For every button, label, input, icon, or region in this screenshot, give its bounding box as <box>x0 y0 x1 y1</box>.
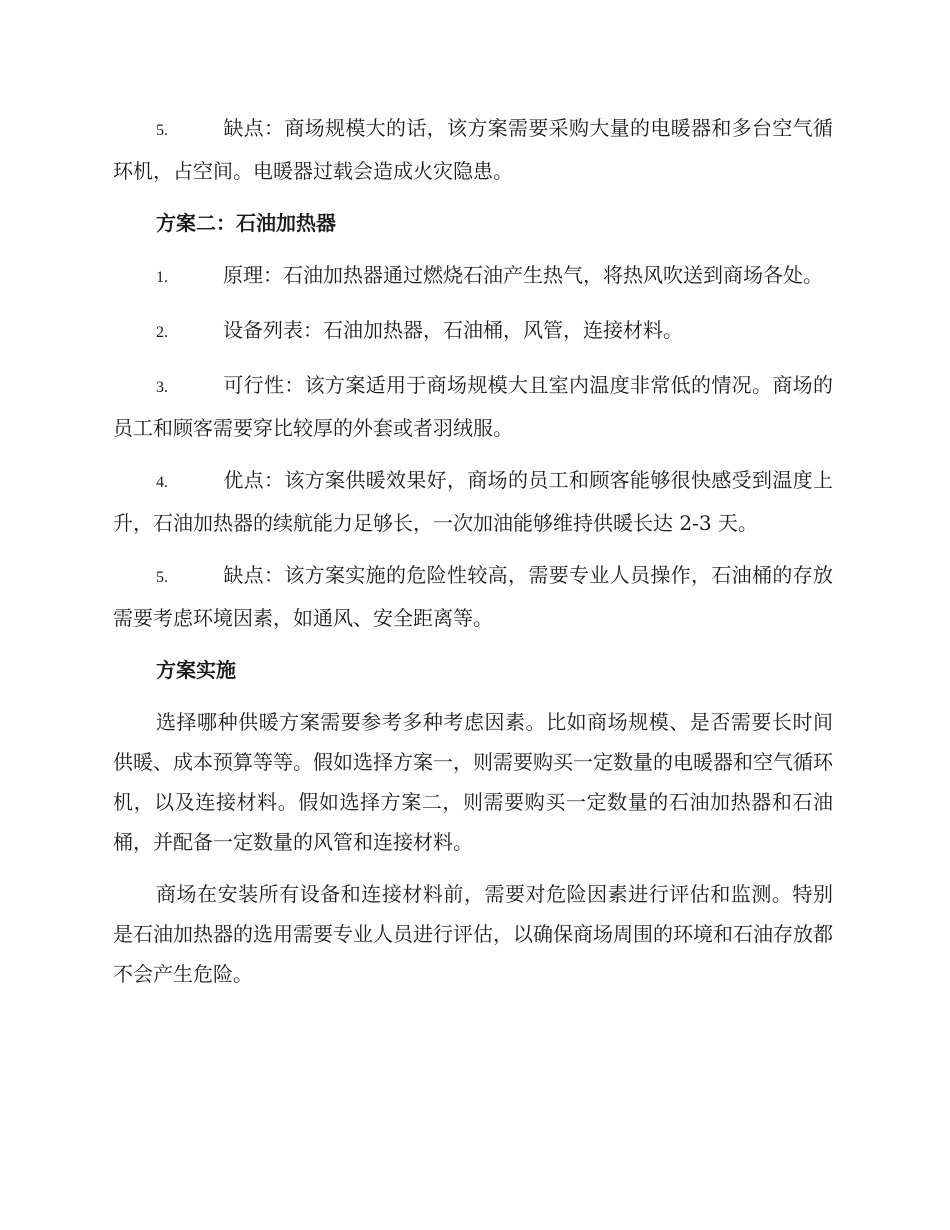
list-item <box>113 460 833 543</box>
list-text: 可行性：该方案适用于商场规模大且室内温度非常低的情况。商场的员工和顾客需要穿比较厚的外套或者羽绒服。 <box>113 373 833 440</box>
list-item <box>113 555 833 638</box>
document-body <box>113 108 833 1006</box>
list-item <box>113 365 833 448</box>
list-number: 5. <box>156 569 168 586</box>
list-item <box>113 255 833 298</box>
body-paragraph: 选择哪种供暖方案需要参考多种考虑因素。比如商场规模、是否需要长时间供暖、成本预算等等。假如选择方案一，则需要购买一定数量的电暖器和空气循环机，以及连接材料。假如选择方案二，则需要购买一定数量的石油加热器和石油桶，并配备一定数量的风管和连接材料。 <box>113 710 833 854</box>
list-number: 5. <box>156 122 168 139</box>
body-paragraph: 商场在安装所有设备和连接材料前，需要对危险因素进行评估和监测。特别是石油加热器的选用需要专业人员进行评估，以确保商场周围的环境和石油存放都不会产生危险。 <box>113 882 833 986</box>
list-number: 1. <box>156 269 168 286</box>
section-heading: 方案二：石油加热器 <box>156 211 336 235</box>
list-text: 缺点：商场规模大的话，该方案需要采购大量的电暖器和多台空气循环机，占空间。电暖器过载会造成火灾隐患。 <box>113 116 833 183</box>
list-number: 3. <box>156 379 168 396</box>
list-item <box>113 310 833 353</box>
list-text: 设备列表：石油加热器，石油桶，风管，连接材料。 <box>223 318 683 342</box>
list-text: 优点：该方案供暖效果好，商场的员工和顾客能够很快感受到温度上升，石油加热器的续航能力足够长，一次加油能够维持供暖长达 2-3 天。 <box>113 468 833 535</box>
list-number: 4. <box>156 474 168 491</box>
list-number: 2. <box>156 324 168 341</box>
list-text: 原理：石油加热器通过燃烧石油产生热气，将热风吹送到商场各处。 <box>223 263 823 287</box>
list-text: 缺点：该方案实施的危险性较高，需要专业人员操作，石油桶的存放需要考虑环境因素，如通风、安全距离等。 <box>113 563 833 630</box>
section-heading: 方案实施 <box>156 658 236 682</box>
list-item <box>113 108 833 191</box>
